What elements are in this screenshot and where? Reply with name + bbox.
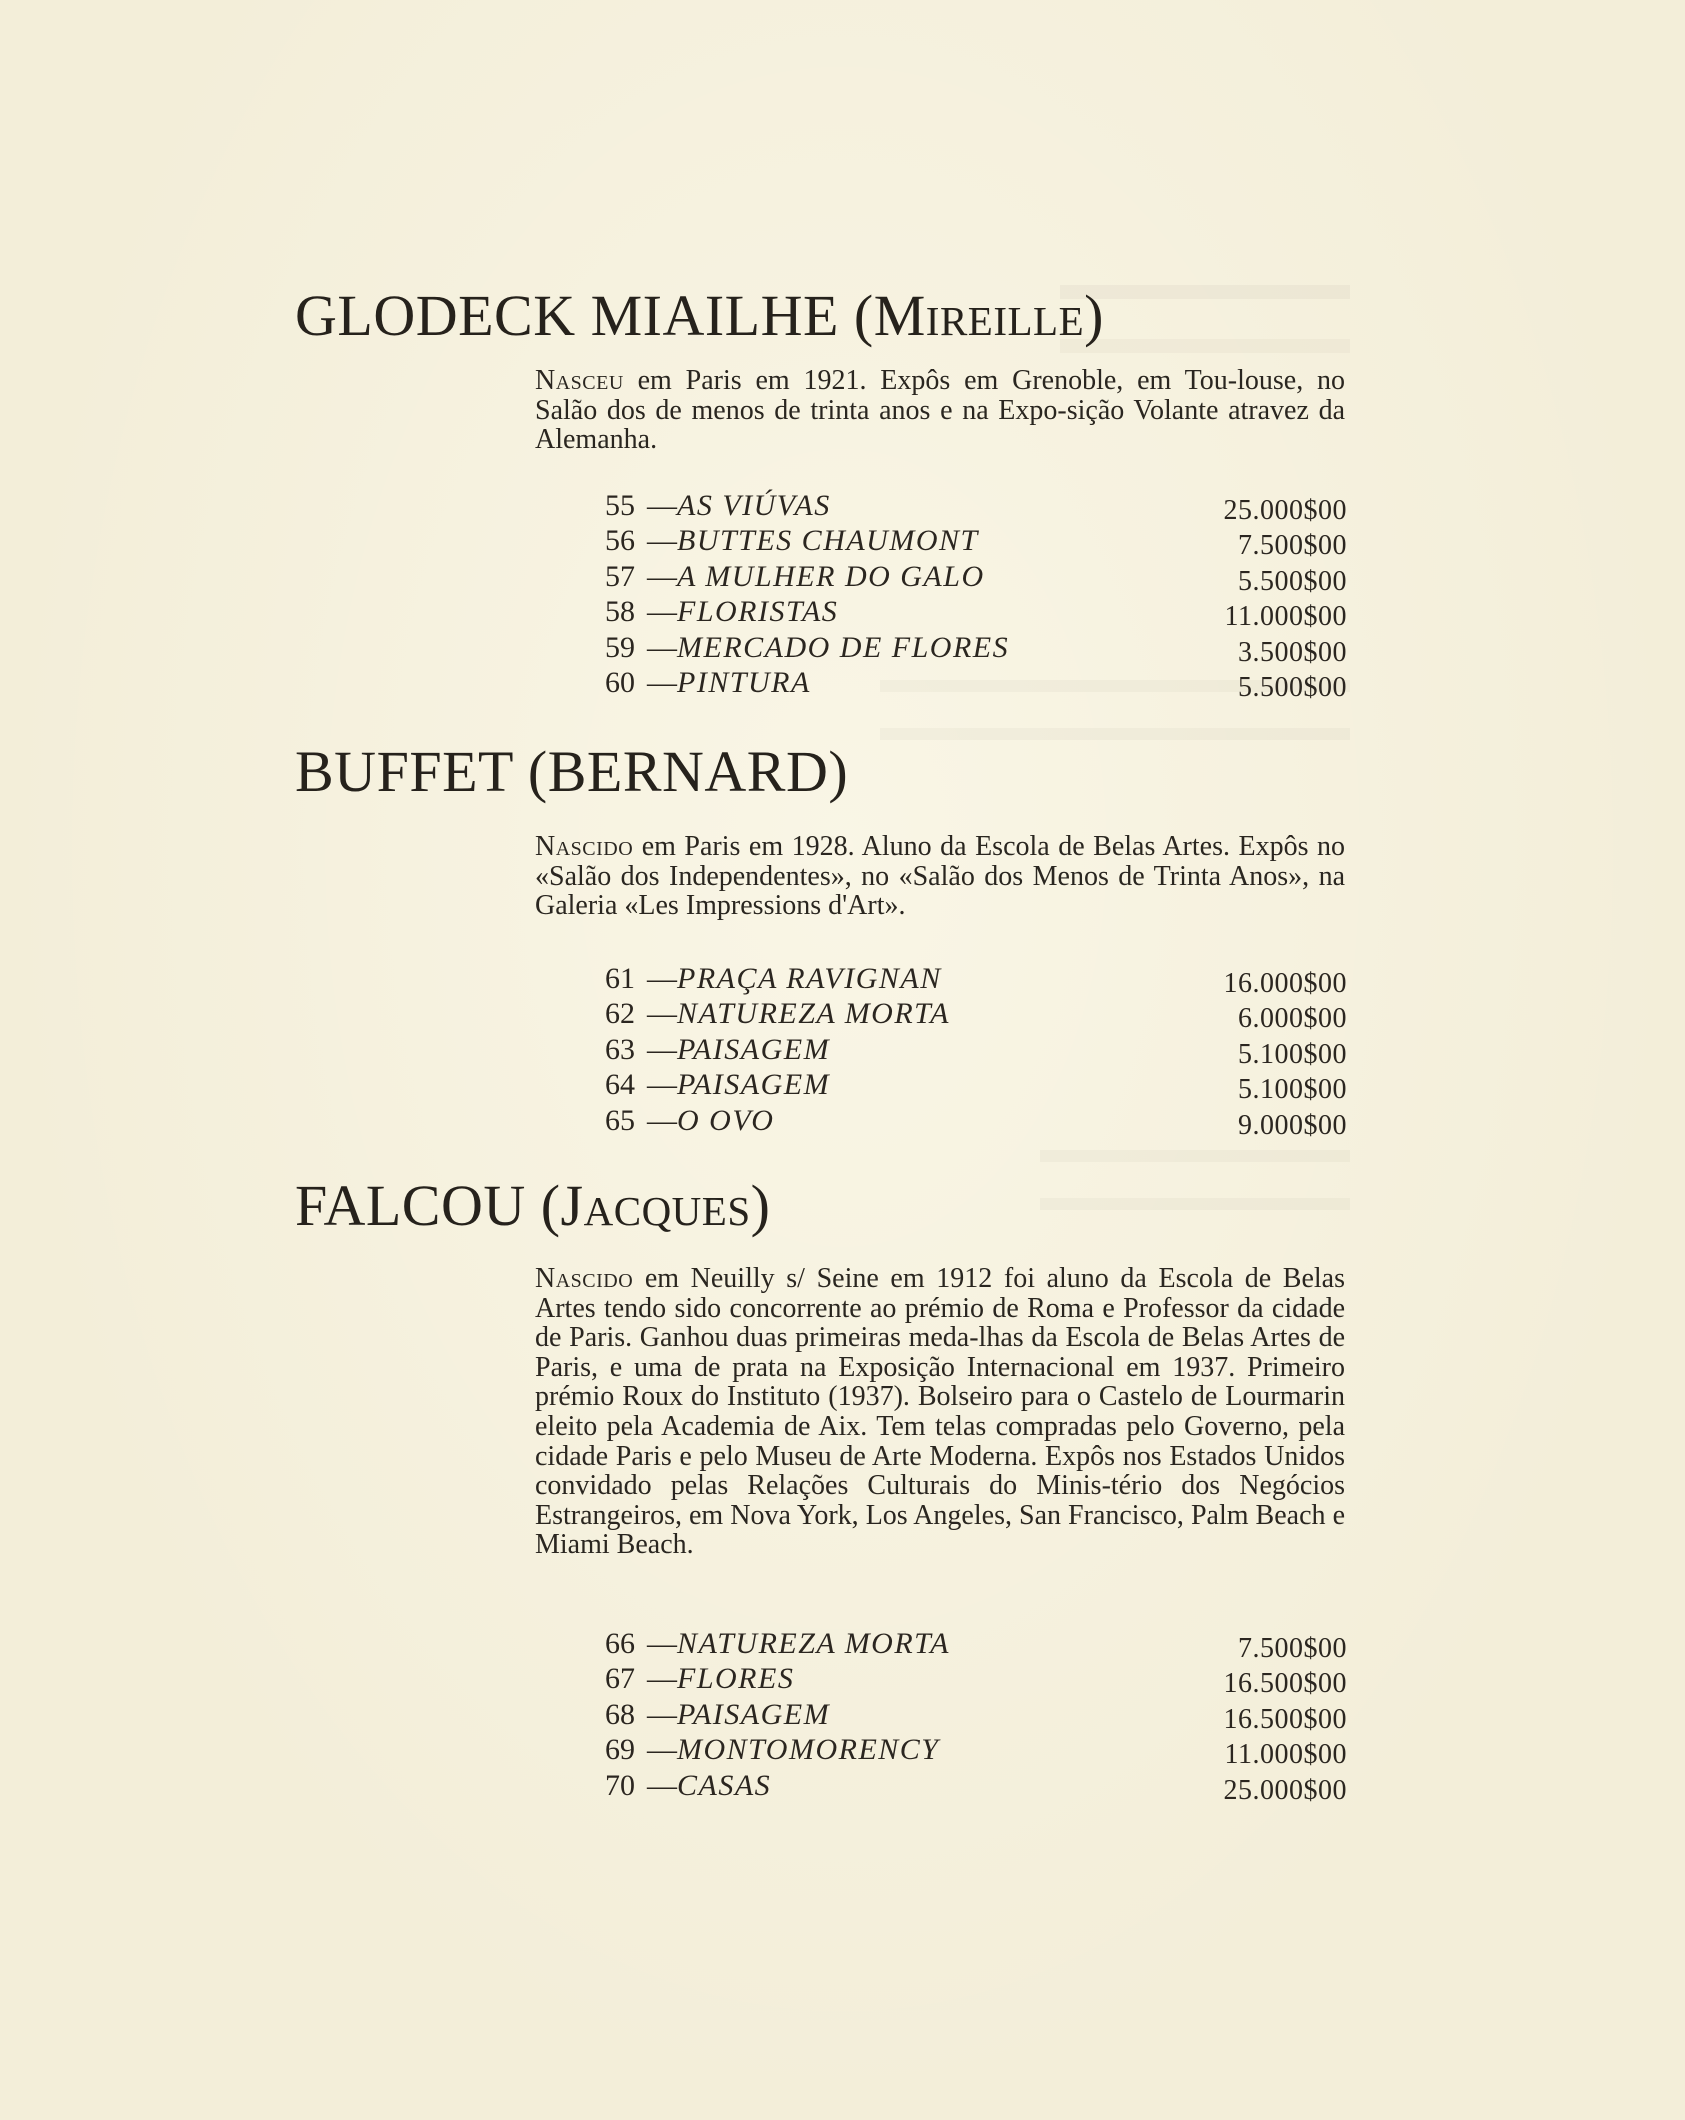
- work-dash: —: [647, 1032, 677, 1066]
- artist-heading: [295, 282, 1104, 349]
- work-dash: —: [647, 1662, 677, 1696]
- artist-surname: BUFFET: [295, 739, 513, 804]
- work-number: 59: [605, 630, 635, 664]
- work-title: NATUREZA MORTA: [677, 997, 950, 1031]
- work-title: O OVO: [677, 1103, 775, 1137]
- artist-surname: GLODECK MIAILHE: [295, 283, 839, 348]
- work-title: BUTTES CHAUMONT: [677, 524, 979, 558]
- work-entry: [605, 524, 1347, 562]
- work-entry: [605, 666, 1347, 701]
- work-title: FLORES: [677, 1662, 795, 1696]
- work-entry: [605, 1033, 1347, 1068]
- work-number: 70: [605, 1768, 635, 1802]
- bio-text: em Paris em 1921. Expôs em Grenoble, em Tou-louse, no Salão dos de menos de trinta anos e na Expo-sição Volante atravez da Alemanha.: [535, 365, 1345, 456]
- work-price: 6.000$00: [1238, 1003, 1347, 1035]
- work-number: 56: [605, 524, 635, 558]
- work-title: PAISAGEM: [677, 1068, 831, 1102]
- work-price: 5.500$00: [1238, 565, 1347, 597]
- artist-given-name: (Jacques): [540, 1173, 771, 1238]
- work-number: 66: [605, 1627, 635, 1660]
- artist-given-name: (BERNARD): [527, 739, 849, 804]
- work-title: AS VIÚVAS: [677, 489, 831, 522]
- work-price: 9.000$00: [1238, 1109, 1347, 1141]
- work-number: 64: [605, 1068, 635, 1102]
- work-number: 57: [605, 559, 635, 593]
- artist-heading: [295, 1172, 770, 1239]
- work-dash: —: [647, 997, 677, 1031]
- work-dash: —: [647, 524, 677, 558]
- work-number: 65: [605, 1103, 635, 1137]
- artist-given-name: (Mireille): [853, 283, 1104, 348]
- work-title: A MULHER DO GALO: [677, 559, 985, 593]
- work-price: 7.500$00: [1238, 530, 1347, 562]
- work-price: 5.500$00: [1238, 671, 1347, 703]
- bleed-through-band-3: [1040, 1150, 1350, 1210]
- work-entry: [605, 560, 1347, 595]
- work-number: 67: [605, 1662, 635, 1696]
- work-dash: —: [647, 489, 677, 522]
- artist-biography: [535, 832, 1345, 921]
- work-price: 3.500$00: [1238, 636, 1347, 668]
- work-number: 60: [605, 665, 635, 699]
- work-entry: [605, 1068, 1347, 1106]
- work-entry: [605, 595, 1347, 633]
- work-entry: [605, 997, 1347, 1035]
- work-dash: —: [647, 665, 677, 699]
- work-entry: [605, 1104, 1347, 1139]
- work-dash: —: [647, 630, 677, 664]
- work-title: CASAS: [677, 1768, 772, 1802]
- work-price: 25.000$00: [1223, 495, 1347, 526]
- work-number: 55: [605, 489, 635, 522]
- work-number: 62: [605, 997, 635, 1031]
- work-entry: [605, 1662, 1347, 1700]
- work-dash: —: [647, 1768, 677, 1802]
- work-title: PAISAGEM: [677, 1032, 831, 1066]
- bio-lead-word: Nasceu: [535, 365, 624, 396]
- bio-text: em Neuilly s/ Seine em 1912 foi aluno da Escola de Belas Artes tendo sido concorrente ao prémio de Roma e Professor da cidade de Paris. Ganhou duas primeiras meda-lhas da Escola de Belas Artes de Paris, e uma de prata na Exposição Internacional em 1937. Primeiro prémio Roux do Instituto (1937). Bolseiro para o Castelo de Lourmarin eleito pela Academia de Aix. Tem telas compradas pelo Governo, pela cidade Paris e pelo Museu de Arte Moderna. Expôs nos Estados Unidos convidado pelas Relações Culturais do Minis-tério dos Negócios Estrangeiros, em Nova York, Los Angeles, San Francisco, Palm Beach e Miami Beach.: [535, 1263, 1346, 1561]
- work-entry: [605, 489, 1347, 524]
- work-price: 16.500$00: [1223, 1703, 1347, 1735]
- work-dash: —: [647, 1103, 677, 1137]
- work-dash: —: [647, 1068, 677, 1102]
- works-list: [605, 1627, 1347, 1804]
- bio-text: em Paris em 1928. Aluno da Escola de Belas Artes. Expôs no «Salão dos Independentes», no «Salão dos Menos de Trinta Anos», na Galeria «Les Impressions d'Art».: [535, 831, 1346, 922]
- work-title: PRAÇA RAVIGNAN: [677, 962, 942, 995]
- work-entry: [605, 631, 1347, 666]
- work-number: 68: [605, 1697, 635, 1731]
- artist-surname: FALCOU: [295, 1173, 526, 1238]
- work-number: 63: [605, 1032, 635, 1066]
- work-dash: —: [647, 962, 677, 995]
- work-entry: [605, 1698, 1347, 1733]
- work-title: FLORISTAS: [677, 595, 839, 629]
- work-number: 69: [605, 1733, 635, 1767]
- works-list: [605, 962, 1347, 1139]
- work-dash: —: [647, 559, 677, 593]
- work-price: 11.000$00: [1224, 1739, 1347, 1771]
- work-price: 16.500$00: [1223, 1668, 1347, 1700]
- work-price: 16.000$00: [1223, 968, 1347, 999]
- work-price: 25.000$00: [1223, 1774, 1347, 1806]
- bio-lead-word: Nascido: [535, 1263, 634, 1294]
- work-entry: [605, 1769, 1347, 1804]
- work-title: MERCADO DE FLORES: [677, 630, 1010, 664]
- work-price: 11.000$00: [1224, 601, 1347, 633]
- artist-biography: [535, 366, 1345, 455]
- work-dash: —: [647, 1627, 677, 1660]
- works-list: [605, 489, 1347, 701]
- work-price: 5.100$00: [1238, 1074, 1347, 1106]
- work-dash: —: [647, 595, 677, 629]
- work-entry: [605, 1733, 1347, 1771]
- work-entry: [605, 962, 1347, 997]
- work-entry: [605, 1627, 1347, 1662]
- work-title: PAISAGEM: [677, 1697, 831, 1731]
- bio-lead-word: Nascido: [535, 831, 634, 862]
- work-dash: —: [647, 1697, 677, 1731]
- work-title: NATUREZA MORTA: [677, 1627, 950, 1660]
- work-price: 5.100$00: [1238, 1038, 1347, 1070]
- work-title: PINTURA: [677, 665, 811, 699]
- work-dash: —: [647, 1733, 677, 1767]
- artist-heading: [295, 738, 848, 805]
- work-title: MONTOMORENCY: [677, 1733, 940, 1767]
- work-number: 58: [605, 595, 635, 629]
- artist-biography: [535, 1264, 1345, 1560]
- work-price: 7.500$00: [1238, 1633, 1347, 1664]
- work-number: 61: [605, 962, 635, 995]
